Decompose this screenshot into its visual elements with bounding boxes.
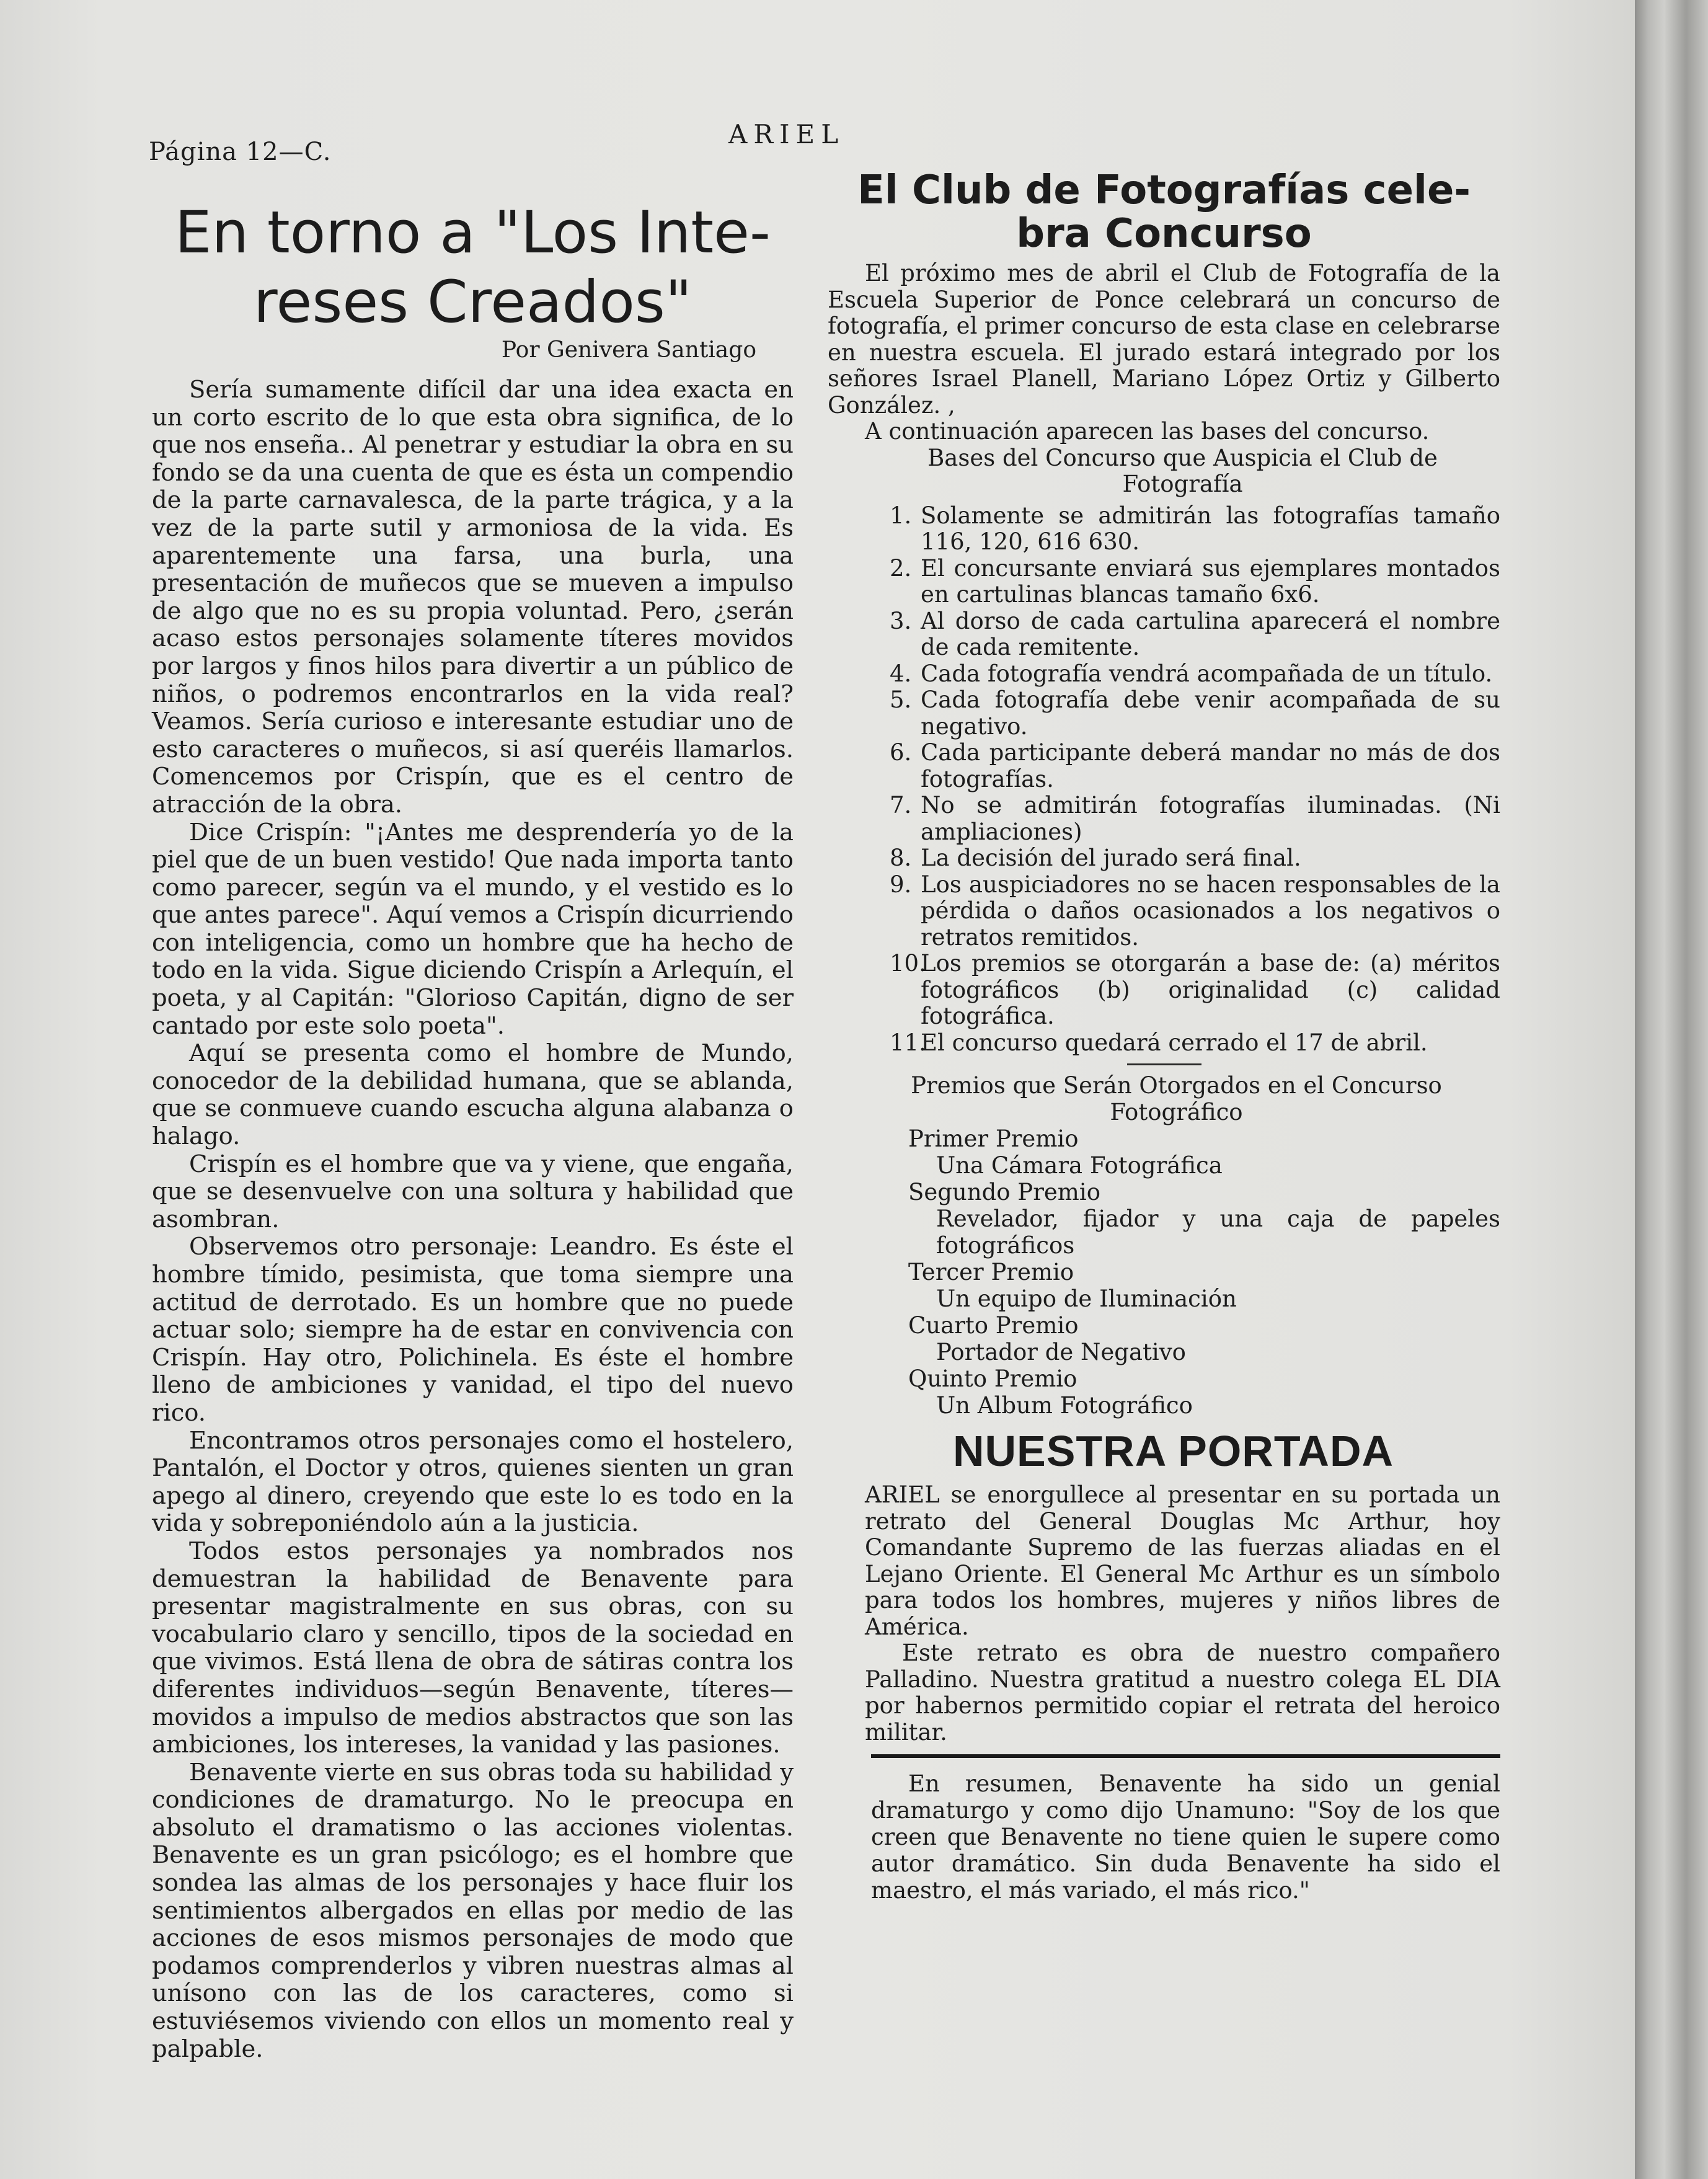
rule-number: 10.: [890, 950, 926, 977]
prize-title: Quinto Premio: [908, 1365, 1077, 1392]
rule-item: [890, 951, 1500, 1030]
rule-number: 8.: [890, 845, 912, 871]
left-title-line2: reses Creados": [253, 268, 692, 336]
rule-text: El concurso quedará cerrado el 17 de abril.: [921, 1029, 1428, 1056]
rule-text: La decisión del jurado será final.: [921, 845, 1301, 871]
rule-item: [890, 503, 1500, 556]
prize-description: Un equipo de Iluminación: [936, 1285, 1237, 1312]
prize-title: Primer Premio: [908, 1125, 1079, 1152]
rule-text: Solamente se admitirán las fotografías tamaño 116, 120, 616 630.: [921, 502, 1500, 555]
bases-intro: A continuación aparecen las bases del concurso.: [865, 418, 1430, 445]
portada-paragraph: Este retrato es obra de nuestro compañero Palladino. Nuestra gratitud a nuestro colega EL DIA por habernos permitido copiar el retrata del heroico militar.: [865, 1640, 1500, 1746]
section-rule: [871, 1754, 1500, 1758]
prize-title: Segundo Premio: [908, 1179, 1100, 1205]
rule-item: [890, 872, 1500, 951]
left-article: [152, 186, 794, 2063]
paragraph: Aquí se presenta como el hombre de Mundo, conocedor de la debilidad humana, que se ablanda, que se conmueve cuando escucha alguna alabanza o halago.: [152, 1039, 794, 1151]
paragraph: Encontramos otros personajes como el hostelero, Pantalón, el Doctor y otros, quienes sienten un gran apego al dinero, creyendo que este lo es todo en la vida y sobreponiéndolo aún a la justicia.: [152, 1426, 794, 1538]
rule-text: Los auspiciadores no se hacen responsables de la pérdida o daños ocasionados a los negativos o retratos remitidos.: [921, 871, 1500, 951]
rule-number: 2.: [890, 554, 912, 582]
rule-number: 5.: [890, 686, 912, 713]
bases-heading: Bases del Concurso que Auspicia el Club de Fotografía: [927, 444, 1438, 497]
page-number: Página 12—C.: [149, 138, 332, 166]
rule-item: [890, 608, 1500, 661]
left-title-line1: En torno a "Los Inte-: [175, 199, 771, 267]
prize-description: Un Album Fotográfico: [936, 1392, 1193, 1419]
rule-text: Los premios se otorgarán a base de: (a) méritos fotográficos (b) originalidad (c) calidad fotográfica.: [921, 950, 1500, 1029]
left-article-title: [152, 198, 794, 337]
rule-text: No se admitirán fotografías iluminadas. (Ni ampliaciones): [921, 792, 1500, 845]
prize-description: Una Cámara Fotográfica: [936, 1152, 1223, 1179]
section-divider: [1127, 1063, 1201, 1065]
portada-section: [828, 1426, 1500, 1746]
right-title-line2: bra Concurso: [1016, 211, 1312, 257]
rule-text: Cada fotografía vendrá acompañada de un título.: [921, 660, 1493, 687]
summary-paragraph: En resumen, Benavente ha sido un genial dramaturgo y como dijo Unamuno: "Soy de los que creen que Benavente no tiene quien le supere como autor dramático. Sin duda Benavente ha sido el maestro, el más variado, el más rico.": [871, 1770, 1500, 1904]
summary-section: [871, 1770, 1500, 1904]
prize-title: Tercer Premio: [908, 1259, 1074, 1285]
rules-list: [890, 503, 1500, 1057]
paragraph: Observemos otro personaje: Leandro. Es éste el hombre tímido, pesimista, que toma siempre una actitud de derrotado. Es un hombre que no puede actuar solo; siempre ha de estar en convivencia con Crispín. Hay otro, Polichinela. Es éste el hombre lleno de ambiciones y vanidad, el tipo del nuevo rico.: [152, 1233, 794, 1427]
rule-item: [890, 687, 1500, 740]
rule-text: Al dorso de cada cartulina aparecerá el nombre de cada remitente.: [921, 607, 1500, 660]
portada-paragraph: ARIEL se enorgullece al presentar en su portada un retrato del General Douglas Mc Arthur, hoy Comandante Supremo de las fuerzas aliadas en el Lejano Oriente. El General Mc Arthur es un símbolo para todos los hombres, mujeres y niños libres de América.: [865, 1481, 1500, 1640]
right-column: [828, 161, 1500, 1904]
page-binding-edge: [1635, 0, 1708, 2179]
rule-item: [890, 661, 1500, 688]
photo-club-intro: El próximo mes de abril el Club de Fotografía de la Escuela Superior de Ponce celebrará un concurso de fotografía, el primer concurso de esta clase en celebrarse en nuestra escuela. El jurado estará integrado por los señores Israel Planell, Mariano López Ortiz y Gilberto González. ,: [828, 260, 1500, 419]
rule-text: El concursante enviará sus ejemplares montados en cartulinas blancas tamaño 6x6.: [921, 554, 1500, 608]
prize-description: Portador de Negativo: [936, 1339, 1186, 1365]
paragraph: Sería sumamente difícil dar una idea exacta en un corto escrito de lo que esta obra significa, de lo que nos enseña.. Al penetrar y estudiar la obra en su fondo se da una cuenta de que es ésta un compendio de la parte carnavalesca, de la parte trágica, y a la vez de la parte sutil y armoniosa de la vida. Es aparentemente una farsa, una burla, una presentación de muñecos que se mueven a impulso de algo que no es su propia voluntad. Pero, ¿serán acaso estos personajes solamente títeres movidos por largos y finos hilos para divertir a un público de niños, o podremos encontrarlos en la vida real? Veamos. Sería curioso e interesante estudiar uno de esto caracteres o muñecos, si así queréis llamarlos. Comencemos por Crispín, que es el centro de atracción de la obra.: [152, 376, 794, 819]
magazine-name: ARIEL: [728, 119, 845, 149]
photo-club-article: [828, 169, 1500, 1419]
rule-item: [890, 845, 1500, 872]
left-article-body: [152, 376, 794, 2063]
rule-number: 11.: [890, 1029, 926, 1056]
byline: Por Genivera Santiago: [501, 337, 756, 363]
rule-number: 7.: [890, 792, 912, 819]
portada-title: NUESTRA PORTADA: [952, 1427, 1394, 1475]
rule-item: [890, 792, 1500, 845]
rule-number: 1.: [890, 502, 912, 529]
rule-number: 9.: [890, 871, 912, 898]
rule-item: [890, 740, 1500, 792]
photo-club-title: [828, 169, 1500, 255]
prizes-list: [828, 1125, 1500, 1419]
rule-item: [890, 1030, 1500, 1057]
rule-number: 6.: [890, 739, 912, 766]
paragraph: Dice Crispín: "¡Antes me desprendería yo de la piel que de un buen vestido! Que nada importa tanto como parecer, según va el mundo, y el vestido es lo que antes parece". Aquí vemos a Crispín dicurriendo con inteligencia, como un hombre que ha hecho de todo en la vida. Sigue diciendo Crispín a Arlequín, el poeta, y al Capitán: "Glorioso Capitán, digno de ser cantado por este solo poeta".: [152, 818, 794, 1040]
paragraph: Benavente vierte en sus obras toda su habilidad y condiciones de dramaturgo. No le preocupa en absoluto el dramatismo o las acciones violentas. Benavente es un gran psicólogo; es el hombre que sondea las almas de los personajes y hace fluir los sentimientos albergados en ellas por medio de las acciones de esos mismos personajes de modo que podamos comprenderlos y vibren nuestras almas al unísono con las de los caracteres, como si estuviésemos viviendo con ellos un momento real y palpable.: [152, 1758, 794, 2063]
rule-number: 3.: [890, 607, 912, 634]
prizes-heading: Premios que Serán Otorgados en el Concurso Fotográfico: [911, 1072, 1442, 1125]
prize-title: Cuarto Premio: [908, 1312, 1079, 1339]
rule-item: [890, 556, 1500, 608]
rule-text: Cada fotografía debe venir acompañada de su negativo.: [921, 686, 1500, 740]
paragraph: Crispín es el hombre que va y viene, que engaña, que se desenvuelve con una soltura y habilidad que asombran.: [152, 1150, 794, 1233]
prize-description: Revelador, fijador y una caja de papeles fotográficos: [936, 1205, 1500, 1259]
rule-number: 4.: [890, 660, 912, 687]
rule-text: Cada participante deberá mandar no más de dos fotografías.: [921, 739, 1500, 792]
paragraph: Todos estos personajes ya nombrados nos demuestran la habilidad de Benavente para presentar magistralmente en sus obras, con su vocabulario claro y sencillo, tipos de la sociedad en que vivimos. Está llena de obra de sátiras contra los diferentes individuos—según Benavente, títeres—movidos a impulso de medios abstractos que son las ambiciones, los intereses, la vanidad y las pasiones.: [152, 1537, 794, 1759]
right-title-line1: El Club de Fotografías cele-: [857, 167, 1471, 213]
